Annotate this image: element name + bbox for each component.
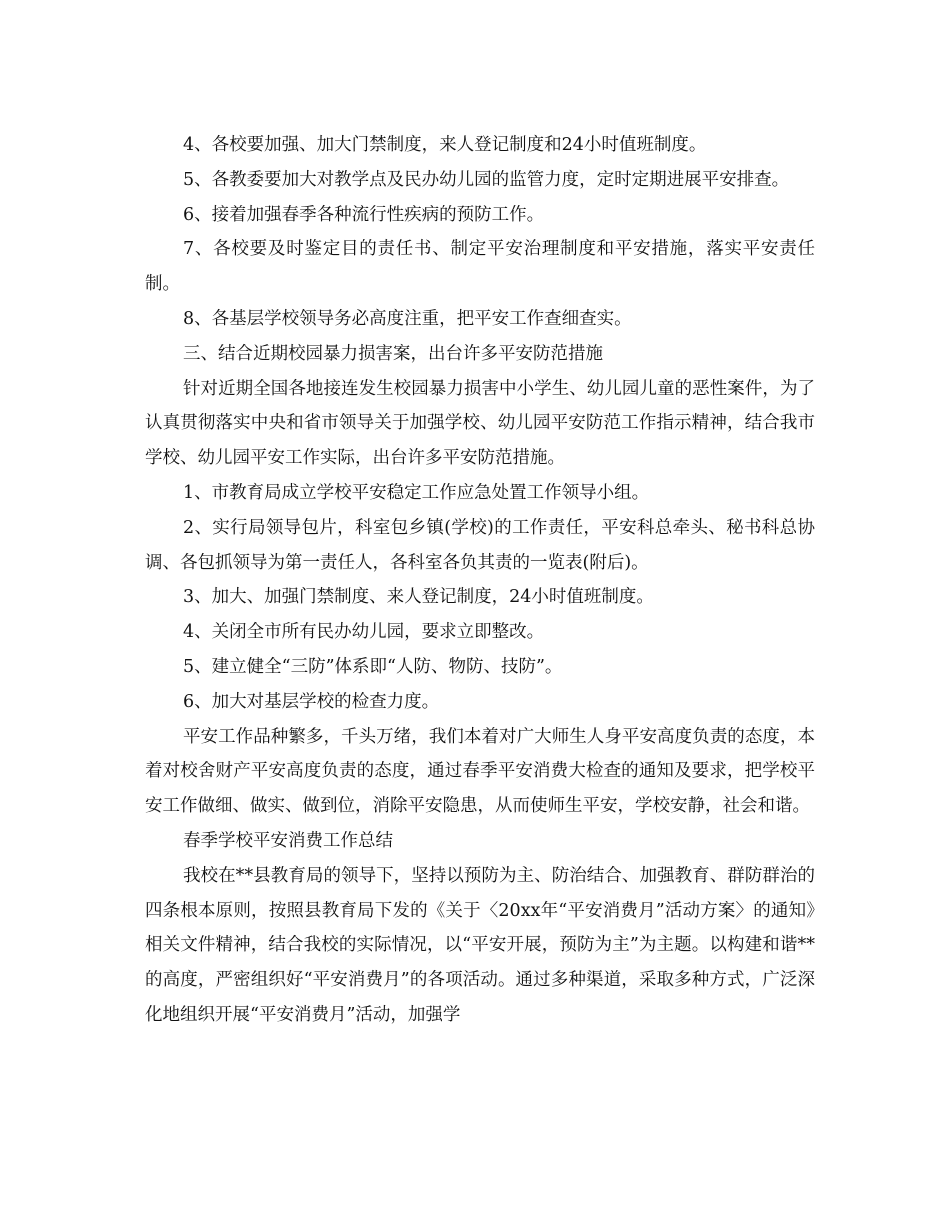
paragraph: 2、实行局领导包片，科室包乡镇(学校)的工作责任，平安科总牵头、秘书科总协调、各包抓领导为第一责任人，各科室各负其责的一览表(附后)。: [145, 517, 815, 573]
paragraph: 我校在**县教育局的领导下，坚持以预防为主、防治结合、加强教育、群防群治的四条根本原则，按照县教育局下发的《关于〈20xx年“平安消费月”活动方案〉的通知》相关文件精神，结合我校的实际情况，以“平安开展，预防为主”为主题。以构建和谐**的高度，严密组织好“平安消费月”的各项活动。通过多种渠道，采取多种方式，广泛深化地组织开展“平安消费月”活动，加强学: [145, 865, 815, 1025]
paragraph: 7、各校要及时鉴定目的责任书、制定平安治理制度和平安措施，落实平安责任制。: [145, 239, 815, 295]
paragraph: 4、关闭全市所有民办幼儿园，要求立即整改。: [183, 622, 545, 643]
document-body: [145, 128, 815, 1033]
paragraph: 4、各校要加强、加大门禁制度，来人登记制度和24小时值班制度。: [183, 135, 707, 155]
paragraph: 5、各教委要加大对教学点及民办幼儿园的监管力度，定时定期进展平安排查。: [183, 169, 790, 190]
paragraph: 5、建立健全“三防”体系即“人防、物防、技防”。: [183, 656, 563, 677]
section-heading: 三、结合近期校园暴力损害案，出台许多平安防范措施: [183, 343, 603, 364]
paragraph: 6、加大对基层学校的检查力度。: [183, 691, 440, 712]
paragraph: 3、加大、加强门禁制度、来人登记制度，24小时值班制度。: [183, 587, 654, 608]
paragraph: 针对近期全国各地接连发生校园暴力损害中小学生、幼儿园儿童的恶性案件，为了认真贯彻落实中央和省市领导关于加强学校、幼儿园平安防范工作指示精神，结合我市学校、幼儿园平安工作实际，出台许多平安防范措施。: [145, 378, 815, 469]
paragraph: 8、各基层学校领导务必高度注重，把平安工作查细查实。: [183, 308, 632, 329]
section-title: 春季学校平安消费工作总结: [183, 830, 393, 851]
paragraph: 6、接着加强春季各种流行性疾病的预防工作。: [183, 204, 545, 225]
paragraph: 平安工作品种繁多，千头万绪，我们本着对广大师生人身平安高度负责的态度，本着对校舍财产平安高度负责的态度，通过春季平安消费大检查的通知及要求，把学校平安工作做细、做实、做到位，消除平安隐患，从而使师生平安，学校安静，社会和谐。: [145, 726, 815, 817]
paragraph: 1、市教育局成立学校平安稳定工作应急处置工作领导小组。: [183, 482, 650, 503]
